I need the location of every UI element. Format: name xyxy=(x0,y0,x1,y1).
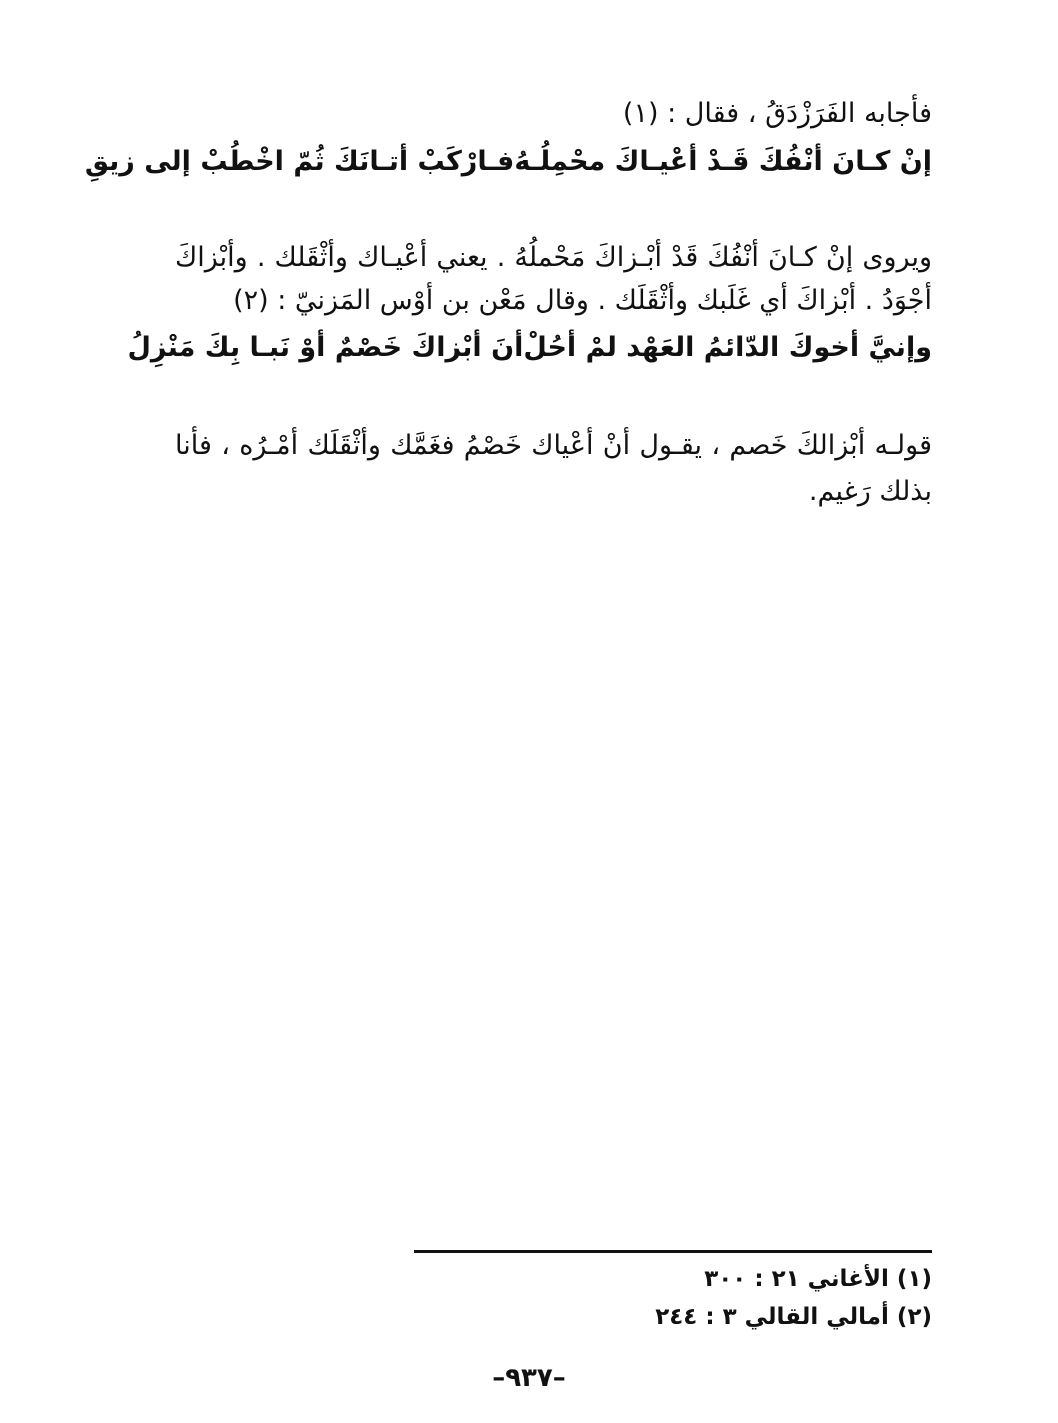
paragraph-2-line-1: قولـه أبْزالكَ خَصم ، يقـول أنْ أعْياك خَصْمُ فغَمَّك وأثْقَلَك أمْـرُه ، فأنا xyxy=(175,430,932,461)
paragraph-2-line-2: بذلك رَغيم. xyxy=(808,476,932,507)
verse-1-first-hemistich: إنْ كـانَ أنْفُكَ قَـدْ أعْيـاكَ محْمِلُـهُ xyxy=(514,146,932,177)
footnote-divider xyxy=(414,1250,932,1253)
footnote-1: (١) الأغاني ٢١ : ٣٠٠ xyxy=(704,1266,932,1292)
verse-2-first-hemistich: وإنيَّ أخوكَ الدّائمُ العَهْد لمْ أحُلْ xyxy=(523,332,932,363)
footnote-2: (٢) أمالي القالي ٣ : ٢٤٤ xyxy=(655,1304,932,1330)
verse-2-second-hemistich: أنَ أبْزاكَ خَصْمٌ أوْ نَبـا بِكَ مَنْزِلُ xyxy=(127,332,524,363)
verse-1-second-hemistich: فـارْكَبْ أتـانَكَ ثُمّ اخْطُبْ إلى زيقِ xyxy=(84,146,515,177)
page-number: –٩٣٧– xyxy=(492,1363,566,1393)
paragraph-1-line-2: أجْوَدُ . أبْزاكَ أي غَلَبك وأثْقَلَك . وقال مَعْن بن أوْس المَزنيّ : (٢) xyxy=(233,285,932,316)
verse-1 xyxy=(84,142,932,182)
intro-line: فأجابه الفَرَزْدَقُ ، فقال : (١) xyxy=(622,98,932,129)
paragraph-1-line-1: ويروى إنْ كـانَ أنْفُكَ قَدْ أبْـزاكَ مَحْملُهُ . يعني أعْيـاك وأثْقَلك . وأبْزاكَ xyxy=(175,242,932,273)
verse-2 xyxy=(127,328,932,368)
